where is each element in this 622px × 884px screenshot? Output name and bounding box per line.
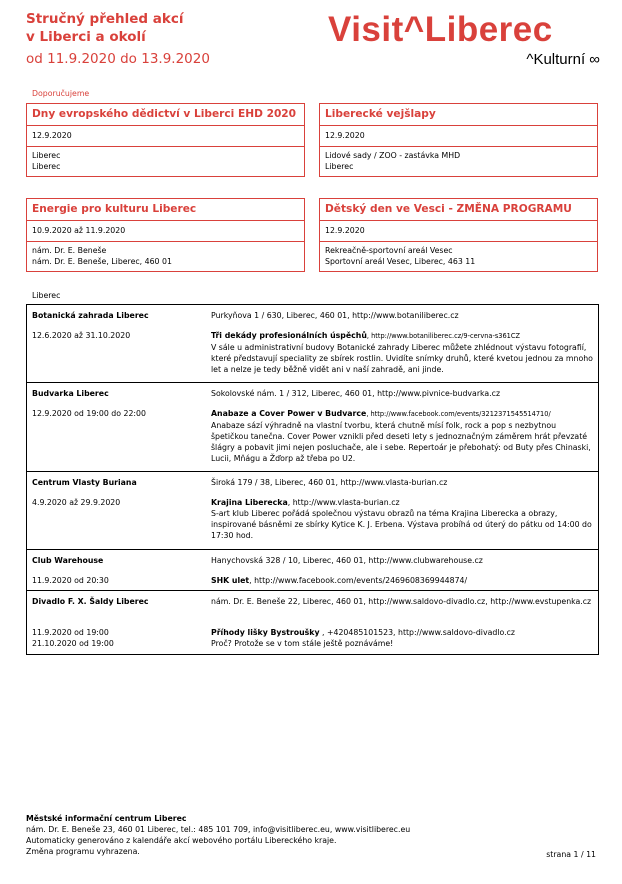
footer-disclaimer: Změna programu vyhrazena. bbox=[26, 847, 140, 856]
venue-address[interactable]: Purkyňova 1 / 630, Liberec, 460 01, http://www.botaniliberec.cz bbox=[211, 311, 459, 320]
event-description: Anabaze sází výhradně na vlastní tvorbu, která chutně mísí folk, rock a pop s nezbytnou špetičkou tanečna. Cover Power vznikli před deseti lety s jednoznačným záměrem hrát převzaté šlágry a pobavit jimi nejen posluchače, ale i sebe. Repertoár je přebohatý: od Buty přes Chinaski, Lucii, Mňágu a Žďorp až třeba po U2. bbox=[211, 421, 591, 463]
event-date: 12.9.2020 od 19:00 do 22:00 bbox=[32, 409, 146, 418]
card-location-line: Liberec bbox=[32, 162, 61, 171]
card-location-line: nám. Dr. E. Beneše, Liberec, 460 01 bbox=[32, 257, 172, 266]
card-date: 12.9.2020 bbox=[320, 221, 597, 242]
card-location bbox=[320, 147, 597, 176]
table-row bbox=[27, 305, 598, 383]
event-date: 4.9.2020 až 29.9.2020 bbox=[32, 498, 121, 507]
event-info bbox=[211, 330, 593, 375]
card-location bbox=[27, 242, 304, 271]
card-location bbox=[27, 147, 304, 176]
card-date: 10.9.2020 až 11.9.2020 bbox=[27, 221, 304, 242]
event-info bbox=[211, 408, 593, 464]
event-title[interactable]: Tři dekády profesionálních úspěchů bbox=[211, 331, 367, 340]
footer-note: Automaticky generováno z kalendáře akcí webového portálu Libereckého kraje. bbox=[26, 836, 337, 845]
card-location-line: Sportovní areál Vesec, Liberec, 463 11 bbox=[325, 257, 476, 266]
event-date: 12.6.2020 až 31.10.2020 bbox=[32, 331, 131, 340]
venue-name: Club Warehouse bbox=[32, 556, 104, 565]
event-title[interactable]: Anabaze a Cover Power v Budvarce bbox=[211, 409, 367, 418]
event-info bbox=[211, 575, 593, 586]
event-title[interactable]: Krajina Liberecka bbox=[211, 498, 288, 507]
title-line-1: Stručný přehled akcí bbox=[26, 11, 184, 27]
event-description: S-art klub Liberec pořádá společnou výstavu obrazů na téma Krajina Liberecka a obrazy, inspirované básněmi ze sbírky Kytice K. J. Erbena. Výstava probíhá od úterý do pátku od 14:00 do 17:30 hod. bbox=[211, 509, 592, 540]
event-date: 11.9.2020 od 19:00 21.10.2020 od 19:00 bbox=[32, 628, 114, 648]
venue-address[interactable]: Hanychovská 328 / 10, Liberec, 460 01, http://www.clubwarehouse.cz bbox=[211, 556, 483, 565]
event-link[interactable]: , http://www.facebook.com/events/2469608369944874/ bbox=[249, 576, 468, 585]
card-location-line: Rekreačně-sportovní areál Vesec bbox=[325, 246, 453, 255]
card-title[interactable]: Energie pro kulturu Liberec bbox=[27, 199, 304, 221]
card-location-line: nám. Dr. E. Beneše bbox=[32, 246, 107, 255]
card-location-line: Liberec bbox=[325, 162, 354, 171]
event-description: Proč? Protože se v tom stále ještě poznáváme! bbox=[211, 639, 394, 648]
venue-name: Botanická zahrada Liberec bbox=[32, 311, 149, 320]
event-title[interactable]: Příhody lišky Bystroušky bbox=[211, 628, 320, 637]
logo-text: Visit^Liberec bbox=[328, 10, 553, 49]
card-title[interactable]: Liberecké vejšlapy bbox=[320, 104, 597, 126]
event-date: 11.9.2020 od 20:30 bbox=[32, 576, 109, 585]
event-title[interactable]: SHK ulet bbox=[211, 576, 250, 585]
logo-subtitle: ^Kulturní ∞ bbox=[526, 51, 600, 68]
recommended-card[interactable] bbox=[26, 103, 305, 177]
recommended-card[interactable] bbox=[319, 103, 598, 177]
event-info bbox=[211, 627, 593, 649]
venue-name: Centrum Vlasty Buriana bbox=[32, 478, 137, 487]
venue-address[interactable]: Sokolovské nám. 1 / 312, Liberec, 460 01, http://www.pivnice-budvarka.cz bbox=[211, 389, 501, 398]
venue-address[interactable]: nám. Dr. E. Beneše 22, Liberec, 460 01, http://www.saldovo-divadlo.cz, http://www.evstupenka.cz bbox=[211, 597, 592, 606]
document-title bbox=[26, 10, 184, 46]
table-row bbox=[27, 550, 598, 591]
card-location-line: Liberec bbox=[32, 151, 61, 160]
event-link[interactable]: , http://www.botaniliberec.cz/9-cervna-s361CZ bbox=[366, 332, 520, 340]
date-range: od 11.9.2020 do 13.9.2020 bbox=[26, 51, 210, 67]
venue-name: Divadlo F. X. Šaldy Liberec bbox=[32, 597, 149, 606]
venue-name: Budvarka Liberec bbox=[32, 389, 109, 398]
card-title[interactable]: Dny evropského dědictví v Liberci EHD 2020 bbox=[27, 104, 304, 126]
footer bbox=[26, 813, 410, 857]
venue-address[interactable]: Široká 179 / 38, Liberec, 460 01, http://www.vlasta-burian.cz bbox=[211, 478, 448, 487]
card-date: 12.9.2020 bbox=[320, 126, 597, 147]
footer-contact: nám. Dr. E. Beneše 23, 460 01 Liberec, tel.: 485 101 709, info@visitliberec.eu, www.visitliberec.eu bbox=[26, 825, 411, 834]
card-title[interactable]: Dětský den ve Vesci - ZMĚNA PROGRAMU bbox=[320, 199, 597, 221]
visit-liberec-logo bbox=[328, 10, 600, 70]
card-date: 12.9.2020 bbox=[27, 126, 304, 147]
recommended-card[interactable] bbox=[319, 198, 598, 272]
card-location bbox=[320, 242, 597, 271]
event-description: V sále u administrativní budovy Botanické zahrady Liberec můžete zhlédnout výstavu fotografií, které představují speciality ze sbírek rostlin. Uvidíte snímky druhů, které kvetou jednou za mnoho let a nelze je tedy běžně vidět ani v naší zahradě, ani jinde. bbox=[211, 343, 593, 374]
event-info bbox=[211, 497, 593, 541]
event-link[interactable]: , http://www.vlasta-burian.cz bbox=[287, 498, 400, 507]
city-label: Liberec bbox=[32, 291, 61, 300]
events-table bbox=[26, 304, 599, 655]
card-location-line: Lidové sady / ZOO - zastávka MHD bbox=[325, 151, 461, 160]
page-number: strana 1 / 11 bbox=[546, 850, 596, 859]
event-link[interactable]: , http://www.facebook.com/events/3212371545514710/ bbox=[366, 410, 551, 418]
event-link[interactable]: , +420485101523, http://www.saldovo-divadlo.cz bbox=[319, 628, 515, 637]
title-line-2: v Liberci a okolí bbox=[26, 29, 146, 45]
table-row bbox=[27, 591, 598, 654]
footer-title: Městské informační centrum Liberec bbox=[26, 814, 187, 823]
recommended-card[interactable] bbox=[26, 198, 305, 272]
table-row bbox=[27, 472, 598, 550]
table-row bbox=[27, 383, 598, 472]
recommended-label: Doporučujeme bbox=[32, 89, 90, 98]
